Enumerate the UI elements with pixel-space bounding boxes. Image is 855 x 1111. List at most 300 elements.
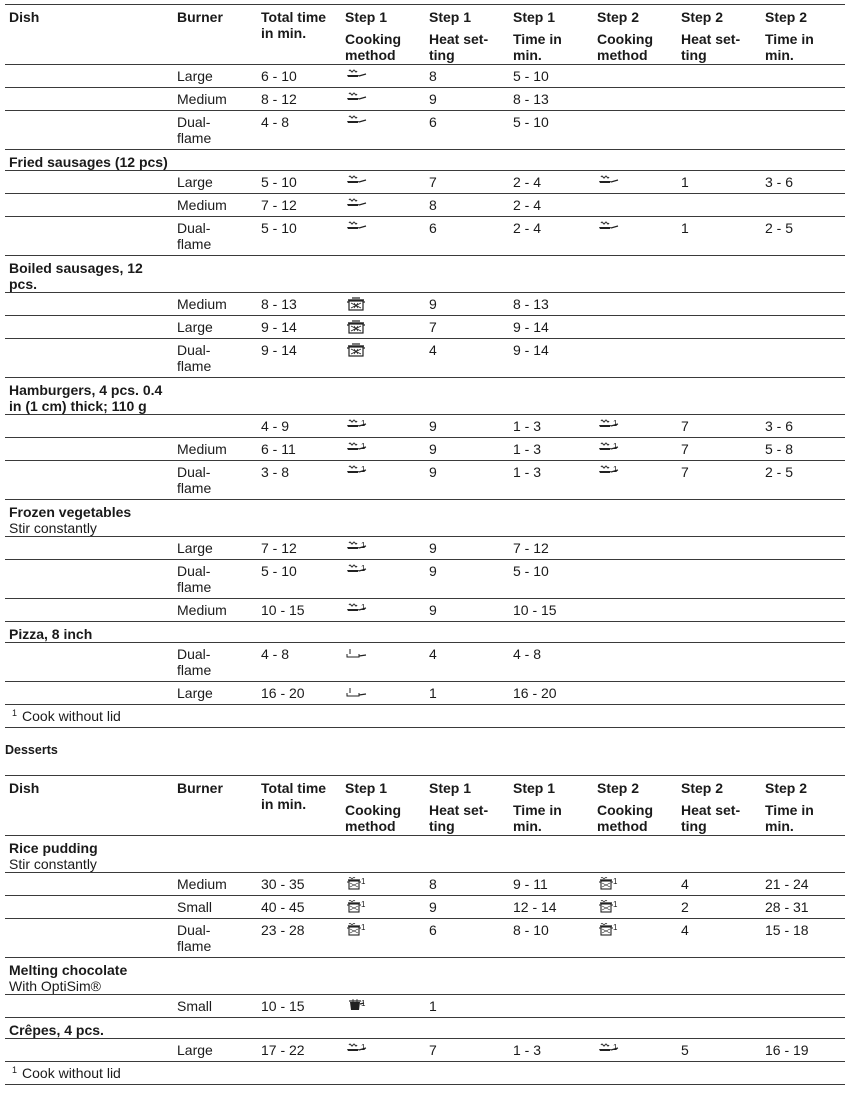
step2-time-cell [761, 316, 845, 339]
page [5, 4, 845, 1085]
header-step1-heat: Step 1 Heat set-ting [425, 776, 509, 836]
header-step2-heat: Step 2 Heat set-ting [677, 776, 761, 836]
burner-label: Dual-flame [177, 342, 212, 374]
burner-label: Dual-flame [177, 646, 212, 678]
total-time-cell: 4 - 9 [257, 415, 341, 438]
total-time-cell: 16 - 20 [257, 682, 341, 705]
step1-heat-cell: 6 [425, 919, 509, 958]
table-row [5, 919, 845, 958]
dish-group-row [5, 256, 845, 293]
total-time-cell: 8 - 12 [257, 88, 341, 111]
step1-time-cell: 9 - 14 [509, 316, 593, 339]
header-step2-time: Step 2 Time in min. [761, 776, 845, 836]
dish-cell [5, 958, 845, 995]
dish-title: Crêpes, 4 pcs. [9, 1022, 104, 1038]
footnote-mark: 1 [361, 465, 366, 474]
dish-group-row [5, 500, 845, 537]
step1-heat-cell: 9 [425, 293, 509, 316]
step2-heat-cell: 1 [677, 171, 761, 194]
dish-cell [5, 599, 173, 622]
dish-cell [5, 316, 173, 339]
table-header [5, 5, 845, 65]
footnote-mark: 1 [361, 999, 366, 1008]
header-step1-time: Step 1 Time in min. [509, 776, 593, 836]
pan-icon [345, 114, 367, 129]
header-dish: Dish [5, 776, 173, 836]
step1-method-cell [341, 537, 425, 560]
dish-cell [5, 88, 173, 111]
dish-cell [5, 438, 173, 461]
footnote-mark: 1 [613, 1043, 618, 1052]
pot-icon [345, 342, 367, 357]
burner-label: Dual-flame [177, 220, 212, 252]
step1-heat-cell: 7 [425, 171, 509, 194]
total-time-cell: 5 - 10 [257, 560, 341, 599]
header-step1-method: Step 1 Cooking method [341, 5, 425, 65]
dish-cell [5, 919, 173, 958]
table-row [5, 65, 845, 88]
burner-cell: Medium [173, 438, 257, 461]
dish-cell [5, 995, 173, 1018]
total-time-cell: 4 - 8 [257, 643, 341, 682]
dish-cell [5, 537, 173, 560]
step2-heat-cell [677, 111, 761, 150]
burner-cell: Large [173, 1039, 257, 1062]
step1-method-cell [341, 896, 425, 919]
dish-cell [5, 339, 173, 378]
step1-heat-cell: 7 [425, 1039, 509, 1062]
burner-cell: Medium [173, 873, 257, 896]
header-burner: Burner [173, 5, 257, 65]
header-step2-time: Step 2 Time in min. [761, 5, 845, 65]
step1-time-cell: 5 - 10 [509, 560, 593, 599]
step2-heat-cell [677, 339, 761, 378]
step1-method-cell [341, 873, 425, 896]
pan-icon [597, 174, 619, 189]
total-time-cell: 8 - 13 [257, 293, 341, 316]
step2-method-cell [593, 339, 677, 378]
step2-time-cell: 3 - 6 [761, 171, 845, 194]
dish-cell [5, 461, 173, 500]
step2-method-cell [593, 896, 677, 919]
dish-cell [5, 256, 845, 293]
table-row [5, 896, 845, 919]
skillet-icon [345, 685, 367, 700]
total-time-cell: 4 - 8 [257, 111, 341, 150]
header-step2-heat: Step 2 Heat set-ting [677, 5, 761, 65]
footnote-row [5, 705, 845, 728]
step1-heat-cell: 7 [425, 316, 509, 339]
footnote-mark: 1 [613, 923, 618, 932]
dish-title: Fried sausages (12 pcs) [9, 154, 168, 170]
step1-time-cell: 9 - 11 [509, 873, 593, 896]
step2-time-cell: 21 - 24 [761, 873, 845, 896]
step2-time-cell [761, 560, 845, 599]
step1-time-cell: 10 - 15 [509, 599, 593, 622]
burner-cell: Medium [173, 293, 257, 316]
step2-heat-cell [677, 682, 761, 705]
step1-method-cell [341, 643, 425, 682]
dish-cell [5, 560, 173, 599]
step2-time-cell [761, 643, 845, 682]
pan-icon [345, 68, 367, 83]
burner-cell [173, 415, 257, 438]
burner-cell: Large [173, 682, 257, 705]
step2-heat-cell: 2 [677, 896, 761, 919]
total-time-cell: 5 - 10 [257, 171, 341, 194]
total-time-cell: 9 - 14 [257, 339, 341, 378]
dish-cell [5, 1018, 845, 1039]
header-dish: Dish [5, 5, 173, 65]
table-header [5, 776, 845, 836]
step2-heat-cell: 4 [677, 873, 761, 896]
step2-method-cell [593, 1039, 677, 1062]
table-row [5, 415, 845, 438]
total-time-cell: 40 - 45 [257, 896, 341, 919]
step2-time-cell [761, 65, 845, 88]
header-step1-heat: Step 1 Heat set-ting [425, 5, 509, 65]
burner-cell [173, 339, 257, 378]
step1-method-cell [341, 1039, 425, 1062]
footnote-mark: 1 [361, 1043, 366, 1052]
burner-cell [173, 643, 257, 682]
burner-label: Dual-flame [177, 922, 212, 954]
dish-cell [5, 65, 173, 88]
step1-time-cell: 5 - 10 [509, 111, 593, 150]
step1-heat-cell: 9 [425, 438, 509, 461]
step1-heat-cell: 1 [425, 995, 509, 1018]
step1-method-cell [341, 438, 425, 461]
footnote-mark: 1 [361, 442, 366, 451]
dish-subtitle: Stir constantly [9, 520, 97, 536]
footnote: $^1$ Cook without lid [5, 705, 845, 728]
step1-heat-cell: 9 [425, 599, 509, 622]
step1-method-cell [341, 194, 425, 217]
step2-time-cell [761, 682, 845, 705]
dish-cell [5, 896, 173, 919]
dish-cell [5, 293, 173, 316]
dish-title: Melting chocolate [9, 962, 128, 978]
step1-time-cell: 8 - 13 [509, 88, 593, 111]
footnote: $^1$ Cook without lid [5, 1062, 845, 1085]
dish-cell [5, 111, 173, 150]
step1-heat-cell: 9 [425, 896, 509, 919]
step2-heat-cell [677, 194, 761, 217]
section-title: Desserts [5, 728, 845, 776]
pan-icon [345, 220, 367, 235]
step2-method-cell [593, 293, 677, 316]
step1-method-cell [341, 415, 425, 438]
step2-method-cell [593, 461, 677, 500]
step2-method-cell [593, 88, 677, 111]
total-time-cell: 23 - 28 [257, 919, 341, 958]
total-time-cell: 3 - 8 [257, 461, 341, 500]
step1-time-cell: 9 - 14 [509, 339, 593, 378]
dish-group-row [5, 150, 845, 171]
table-row [5, 682, 845, 705]
dish-title: Rice pudding [9, 840, 98, 856]
footnote-mark: 1 [613, 465, 618, 474]
step2-time-cell: 16 - 19 [761, 1039, 845, 1062]
table-row [5, 873, 845, 896]
dish-group-row [5, 1018, 845, 1039]
step1-time-cell: 5 - 10 [509, 65, 593, 88]
dish-group-row [5, 836, 845, 873]
step2-time-cell: 28 - 31 [761, 896, 845, 919]
dish-cell [5, 836, 845, 873]
step1-heat-cell: 9 [425, 461, 509, 500]
step1-method-cell [341, 599, 425, 622]
burner-cell [173, 217, 257, 256]
step2-method-cell [593, 995, 677, 1018]
step2-heat-cell: 7 [677, 461, 761, 500]
step2-method-cell [593, 194, 677, 217]
step1-heat-cell: 1 [425, 682, 509, 705]
step2-time-cell: 15 - 18 [761, 919, 845, 958]
header-total-time: Total time in min. [257, 5, 341, 65]
step1-method-cell [341, 682, 425, 705]
burner-label: Dual-flame [177, 464, 212, 496]
step1-heat-cell: 9 [425, 415, 509, 438]
step2-heat-cell [677, 560, 761, 599]
step1-time-cell: 1 - 3 [509, 461, 593, 500]
footnote-mark: 1 [613, 877, 618, 886]
burner-cell: Large [173, 171, 257, 194]
dish-subtitle: With OptiSim® [9, 978, 101, 994]
burner-label: Dual-flame [177, 563, 212, 595]
dish-cell [5, 1039, 173, 1062]
dish-cell [5, 643, 173, 682]
step1-time-cell: 2 - 4 [509, 217, 593, 256]
step2-time-cell [761, 194, 845, 217]
step2-method-cell [593, 415, 677, 438]
total-time-cell: 17 - 22 [257, 1039, 341, 1062]
step2-time-cell: 5 - 8 [761, 438, 845, 461]
step2-method-cell [593, 560, 677, 599]
footnote-mark: 1 [361, 877, 366, 886]
step2-time-cell [761, 339, 845, 378]
step1-time-cell: 2 - 4 [509, 171, 593, 194]
step1-heat-cell: 4 [425, 643, 509, 682]
step1-heat-cell: 6 [425, 111, 509, 150]
footnote-mark: 1 [361, 603, 366, 612]
total-time-cell: 6 - 11 [257, 438, 341, 461]
pan-icon [345, 174, 367, 189]
step1-time-cell: 1 - 3 [509, 438, 593, 461]
table-row [5, 995, 845, 1018]
step2-method-cell [593, 643, 677, 682]
step1-time-cell: 7 - 12 [509, 537, 593, 560]
table-row [5, 537, 845, 560]
table-body [5, 65, 845, 705]
step1-heat-cell: 8 [425, 65, 509, 88]
pot-icon [345, 296, 367, 311]
dish-cell [5, 194, 173, 217]
footnote-mark: 1 [361, 419, 366, 428]
table-row [5, 171, 845, 194]
table-body [5, 836, 845, 1062]
burner-cell: Medium [173, 599, 257, 622]
step1-method-cell [341, 316, 425, 339]
dish-cell [5, 150, 845, 171]
total-time-cell: 10 - 15 [257, 599, 341, 622]
step1-method-cell [341, 171, 425, 194]
step1-method-cell [341, 461, 425, 500]
table-row [5, 599, 845, 622]
step2-method-cell [593, 111, 677, 150]
step1-method-cell [341, 995, 425, 1018]
footnote-row [5, 1062, 845, 1085]
step2-time-cell [761, 995, 845, 1018]
step2-heat-cell [677, 599, 761, 622]
step2-method-cell [593, 438, 677, 461]
pot-icon [345, 319, 367, 334]
footnote-mark: 1 [613, 442, 618, 451]
step1-time-cell: 16 - 20 [509, 682, 593, 705]
dish-cell [5, 171, 173, 194]
table-row [5, 438, 845, 461]
step1-time-cell: 4 - 8 [509, 643, 593, 682]
dish-title: Hamburgers, 4 pcs. 0.4 in (1 cm) thick; 110 g [9, 382, 163, 414]
step1-time-cell: 1 - 3 [509, 415, 593, 438]
burner-cell: Large [173, 537, 257, 560]
total-time-cell: 7 - 12 [257, 537, 341, 560]
burner-cell [173, 919, 257, 958]
header-step1-time: Step 1 Time in min. [509, 5, 593, 65]
table-row [5, 461, 845, 500]
step1-heat-cell: 8 [425, 194, 509, 217]
step2-heat-cell [677, 316, 761, 339]
step2-time-cell [761, 537, 845, 560]
dish-title: Frozen vegetables [9, 504, 132, 520]
step1-time-cell: 2 - 4 [509, 194, 593, 217]
total-time-cell: 6 - 10 [257, 65, 341, 88]
step1-time-cell: 8 - 10 [509, 919, 593, 958]
pan-icon [345, 91, 367, 106]
dish-title: Boiled sausages, 12 pcs. [9, 260, 143, 292]
table-row [5, 293, 845, 316]
pan-icon [345, 197, 367, 212]
dish-group-row [5, 378, 845, 415]
step2-heat-cell: 4 [677, 919, 761, 958]
table-row [5, 217, 845, 256]
dish-group-row [5, 958, 845, 995]
table-row [5, 339, 845, 378]
step1-method-cell [341, 88, 425, 111]
table-row [5, 643, 845, 682]
step1-method-cell [341, 65, 425, 88]
step2-heat-cell [677, 88, 761, 111]
step1-method-cell [341, 339, 425, 378]
burner-cell: Large [173, 65, 257, 88]
dish-group-row [5, 622, 845, 643]
step2-method-cell [593, 316, 677, 339]
step1-method-cell [341, 111, 425, 150]
step2-heat-cell [677, 65, 761, 88]
burner-cell [173, 461, 257, 500]
table-row [5, 560, 845, 599]
step2-time-cell [761, 599, 845, 622]
step2-heat-cell: 7 [677, 438, 761, 461]
footnote-mark: 1 [613, 900, 618, 909]
step2-time-cell [761, 88, 845, 111]
skillet-icon [345, 646, 367, 661]
step2-time-cell [761, 111, 845, 150]
step1-heat-cell: 4 [425, 339, 509, 378]
burner-label: Dual-flame [177, 114, 212, 146]
burner-cell: Large [173, 316, 257, 339]
step1-method-cell [341, 919, 425, 958]
footnote-mark: 1 [361, 923, 366, 932]
dish-cell [5, 622, 845, 643]
step2-time-cell [761, 293, 845, 316]
step1-time-cell [509, 995, 593, 1018]
step2-heat-cell [677, 995, 761, 1018]
step1-time-cell: 8 - 13 [509, 293, 593, 316]
step1-method-cell [341, 217, 425, 256]
table-row [5, 88, 845, 111]
step2-time-cell: 2 - 5 [761, 217, 845, 256]
dish-subtitle: Stir constantly [9, 856, 97, 872]
step2-method-cell [593, 919, 677, 958]
step1-heat-cell: 9 [425, 537, 509, 560]
table-row [5, 316, 845, 339]
step1-heat-cell: 6 [425, 217, 509, 256]
header-step2-method: Step 2 Cooking method [593, 5, 677, 65]
table-row [5, 111, 845, 150]
step2-time-cell: 2 - 5 [761, 461, 845, 500]
footnote-mark: 1 [361, 541, 366, 550]
footnote-mark: 1 [361, 900, 366, 909]
step2-method-cell [593, 217, 677, 256]
dish-cell [5, 378, 845, 415]
burner-cell [173, 560, 257, 599]
step1-heat-cell: 9 [425, 560, 509, 599]
step1-heat-cell: 8 [425, 873, 509, 896]
header-burner: Burner [173, 776, 257, 836]
dish-cell [5, 217, 173, 256]
header-total-time: Total time in min. [257, 776, 341, 836]
step1-time-cell: 12 - 14 [509, 896, 593, 919]
table-row [5, 1039, 845, 1062]
burner-cell: Small [173, 995, 257, 1018]
step2-heat-cell: 1 [677, 217, 761, 256]
dish-cell [5, 682, 173, 705]
burner-cell: Medium [173, 194, 257, 217]
step2-method-cell [593, 682, 677, 705]
burner-cell: Small [173, 896, 257, 919]
dish-cell [5, 415, 173, 438]
step2-heat-cell: 5 [677, 1039, 761, 1062]
total-time-cell: 7 - 12 [257, 194, 341, 217]
total-time-cell: 10 - 15 [257, 995, 341, 1018]
step1-method-cell [341, 560, 425, 599]
burner-cell: Medium [173, 88, 257, 111]
burner-cell [173, 111, 257, 150]
total-time-cell: 30 - 35 [257, 873, 341, 896]
dish-cell [5, 873, 173, 896]
step1-method-cell [341, 293, 425, 316]
total-time-cell: 9 - 14 [257, 316, 341, 339]
step2-method-cell [593, 873, 677, 896]
step1-time-cell: 1 - 3 [509, 1039, 593, 1062]
header-step1-method: Step 1 Cooking method [341, 776, 425, 836]
step2-heat-cell [677, 293, 761, 316]
pan-icon [597, 220, 619, 235]
total-time-cell: 5 - 10 [257, 217, 341, 256]
header-step2-method: Step 2 Cooking method [593, 776, 677, 836]
step1-heat-cell: 9 [425, 88, 509, 111]
